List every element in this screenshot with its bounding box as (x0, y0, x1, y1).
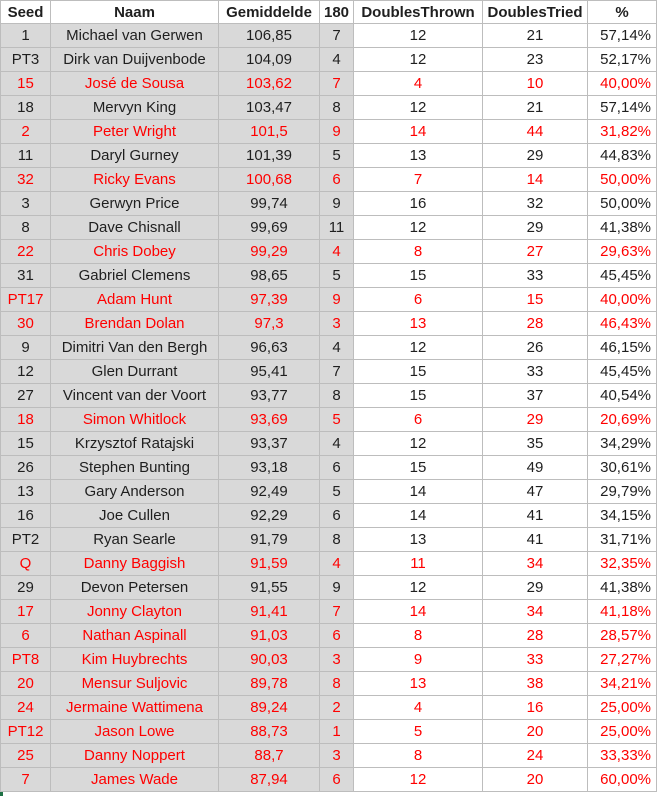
cell-doubles-tried[interactable]: 32 (483, 192, 588, 216)
cell-doubles-tried[interactable]: 24 (483, 744, 588, 768)
cell-seed[interactable]: 13 (1, 480, 51, 504)
cell-seed[interactable]: 12 (1, 360, 51, 384)
cell-name[interactable]: Ricky Evans (51, 168, 219, 192)
cell-seed[interactable]: 24 (1, 696, 51, 720)
cell-doubles-thrown[interactable]: 8 (354, 624, 483, 648)
table-row (1, 144, 657, 168)
cell-percent[interactable]: 46,43% (588, 312, 657, 336)
header-doubles-thrown[interactable]: DoublesThrown (354, 1, 483, 24)
cell-seed[interactable]: 3 (1, 192, 51, 216)
cell-doubles-thrown[interactable]: 15 (354, 456, 483, 480)
table-row (1, 360, 657, 384)
cell-doubles-thrown[interactable]: 9 (354, 648, 483, 672)
cell-180[interactable]: 1 (320, 720, 354, 744)
cell-name[interactable]: Adam Hunt (51, 288, 219, 312)
cell-doubles-thrown[interactable]: 12 (354, 96, 483, 120)
cell-doubles-thrown[interactable]: 4 (354, 72, 483, 96)
table-row (1, 288, 657, 312)
cell-percent[interactable]: 34,21% (588, 672, 657, 696)
cell-seed[interactable]: 17 (1, 600, 51, 624)
cell-180[interactable]: 5 (320, 408, 354, 432)
cell-180[interactable]: 4 (320, 48, 354, 72)
table-row (1, 336, 657, 360)
table-row (1, 264, 657, 288)
cell-percent[interactable]: 41,38% (588, 216, 657, 240)
cell-average[interactable]: 93,37 (219, 432, 320, 456)
table-row (1, 384, 657, 408)
cell-doubles-tried[interactable]: 29 (483, 144, 588, 168)
cell-seed[interactable]: 18 (1, 96, 51, 120)
cell-doubles-tried[interactable]: 47 (483, 480, 588, 504)
cell-average[interactable]: 93,18 (219, 456, 320, 480)
cell-doubles-tried[interactable]: 28 (483, 312, 588, 336)
cell-180[interactable]: 3 (320, 312, 354, 336)
cell-seed[interactable]: 25 (1, 744, 51, 768)
cell-name[interactable]: Brendan Dolan (51, 312, 219, 336)
cell-percent[interactable]: 50,00% (588, 192, 657, 216)
table-row (1, 672, 657, 696)
cell-doubles-tried[interactable]: 21 (483, 24, 588, 48)
cell-average[interactable]: 92,29 (219, 504, 320, 528)
table-row (1, 192, 657, 216)
cell-doubles-tried[interactable]: 33 (483, 648, 588, 672)
cell-average[interactable]: 89,24 (219, 696, 320, 720)
sheet-margin (657, 0, 672, 796)
cell-name[interactable]: Dave Chisnall (51, 216, 219, 240)
header-doubles-tried[interactable]: DoublesTried (483, 1, 588, 24)
cell-average[interactable]: 103,47 (219, 96, 320, 120)
cell-average[interactable]: 91,41 (219, 600, 320, 624)
cell-180[interactable]: 9 (320, 288, 354, 312)
cell-average[interactable]: 106,85 (219, 24, 320, 48)
cell-doubles-tried[interactable]: 35 (483, 432, 588, 456)
cell-doubles-thrown[interactable]: 8 (354, 744, 483, 768)
cell-name[interactable]: Danny Baggish (51, 552, 219, 576)
cell-percent[interactable]: 45,45% (588, 264, 657, 288)
cell-180[interactable]: 3 (320, 744, 354, 768)
cell-percent[interactable]: 41,18% (588, 600, 657, 624)
cell-doubles-thrown[interactable]: 12 (354, 768, 483, 792)
cell-name[interactable]: Gabriel Clemens (51, 264, 219, 288)
table-row (1, 432, 657, 456)
cell-doubles-thrown[interactable]: 8 (354, 240, 483, 264)
cell-percent[interactable]: 50,00% (588, 168, 657, 192)
cell-seed[interactable]: 1 (1, 24, 51, 48)
cell-doubles-thrown[interactable]: 12 (354, 24, 483, 48)
cell-percent[interactable]: 40,00% (588, 72, 657, 96)
cell-percent[interactable]: 52,17% (588, 48, 657, 72)
cell-name[interactable]: Vincent van der Voort (51, 384, 219, 408)
cell-seed[interactable]: 20 (1, 672, 51, 696)
cell-name[interactable]: Peter Wright (51, 120, 219, 144)
cell-average[interactable]: 97,39 (219, 288, 320, 312)
cell-name[interactable]: Devon Petersen (51, 576, 219, 600)
cell-seed[interactable]: 27 (1, 384, 51, 408)
cell-name[interactable]: Dimitri Van den Bergh (51, 336, 219, 360)
cell-percent[interactable]: 41,38% (588, 576, 657, 600)
cell-percent[interactable]: 57,14% (588, 96, 657, 120)
cell-percent[interactable]: 40,54% (588, 384, 657, 408)
cell-doubles-thrown[interactable]: 6 (354, 288, 483, 312)
cell-doubles-tried[interactable]: 41 (483, 504, 588, 528)
header-naam[interactable]: Naam (51, 1, 219, 24)
cell-name[interactable]: Simon Whitlock (51, 408, 219, 432)
cell-name[interactable]: Jason Lowe (51, 720, 219, 744)
cell-seed[interactable]: 2 (1, 120, 51, 144)
cell-average[interactable]: 96,63 (219, 336, 320, 360)
sheet-corner-marker (0, 792, 3, 796)
cell-doubles-tried[interactable]: 33 (483, 264, 588, 288)
cell-doubles-tried[interactable]: 28 (483, 624, 588, 648)
cell-percent[interactable]: 28,57% (588, 624, 657, 648)
header-seed[interactable]: Seed (1, 1, 51, 24)
cell-doubles-tried[interactable]: 44 (483, 120, 588, 144)
cell-percent[interactable]: 34,15% (588, 504, 657, 528)
header-gemiddelde[interactable]: Gemiddelde (219, 1, 320, 24)
cell-average[interactable]: 95,41 (219, 360, 320, 384)
cell-percent[interactable]: 25,00% (588, 696, 657, 720)
cell-average[interactable]: 99,74 (219, 192, 320, 216)
table-row (1, 24, 657, 48)
cell-doubles-thrown[interactable]: 11 (354, 552, 483, 576)
cell-average[interactable]: 91,03 (219, 624, 320, 648)
cell-average[interactable]: 91,59 (219, 552, 320, 576)
cell-180[interactable]: 6 (320, 504, 354, 528)
cell-180[interactable]: 7 (320, 600, 354, 624)
cell-seed[interactable]: 7 (1, 768, 51, 792)
cell-average[interactable]: 101,39 (219, 144, 320, 168)
cell-doubles-tried[interactable]: 21 (483, 96, 588, 120)
cell-180[interactable]: 8 (320, 384, 354, 408)
cell-doubles-thrown[interactable]: 15 (354, 384, 483, 408)
table-row (1, 696, 657, 720)
cell-doubles-tried[interactable]: 14 (483, 168, 588, 192)
cell-doubles-thrown[interactable]: 12 (354, 432, 483, 456)
cell-percent[interactable]: 20,69% (588, 408, 657, 432)
cell-180[interactable]: 2 (320, 696, 354, 720)
cell-average[interactable]: 92,49 (219, 480, 320, 504)
cell-180[interactable]: 3 (320, 648, 354, 672)
table-row (1, 48, 657, 72)
cell-name[interactable]: Chris Dobey (51, 240, 219, 264)
cell-seed[interactable]: 18 (1, 408, 51, 432)
table-row (1, 744, 657, 768)
cell-percent[interactable]: 30,61% (588, 456, 657, 480)
cell-name[interactable]: Kim Huybrechts (51, 648, 219, 672)
table-row (1, 720, 657, 744)
cell-seed[interactable]: PT2 (1, 528, 51, 552)
cell-name[interactable]: Gerwyn Price (51, 192, 219, 216)
cell-180[interactable]: 5 (320, 264, 354, 288)
cell-percent[interactable]: 32,35% (588, 552, 657, 576)
cell-name[interactable]: Michael van Gerwen (51, 24, 219, 48)
table-row (1, 528, 657, 552)
cell-seed[interactable]: 16 (1, 504, 51, 528)
cell-average[interactable]: 89,78 (219, 672, 320, 696)
cell-average[interactable]: 93,69 (219, 408, 320, 432)
cell-percent[interactable]: 33,33% (588, 744, 657, 768)
cell-doubles-tried[interactable]: 20 (483, 768, 588, 792)
cell-doubles-tried[interactable]: 33 (483, 360, 588, 384)
cell-seed[interactable]: PT17 (1, 288, 51, 312)
table-row (1, 312, 657, 336)
cell-name[interactable]: Danny Noppert (51, 744, 219, 768)
cell-seed[interactable]: 11 (1, 144, 51, 168)
table-row (1, 504, 657, 528)
cell-seed[interactable]: PT8 (1, 648, 51, 672)
cell-seed[interactable]: 26 (1, 456, 51, 480)
cell-seed[interactable]: 29 (1, 576, 51, 600)
cell-average[interactable]: 97,3 (219, 312, 320, 336)
cell-180[interactable]: 7 (320, 24, 354, 48)
cell-doubles-tried[interactable]: 29 (483, 216, 588, 240)
cell-average[interactable]: 104,09 (219, 48, 320, 72)
cell-doubles-thrown[interactable]: 15 (354, 360, 483, 384)
cell-average[interactable]: 98,65 (219, 264, 320, 288)
cell-seed[interactable]: PT3 (1, 48, 51, 72)
cell-average[interactable]: 99,29 (219, 240, 320, 264)
table-row (1, 576, 657, 600)
cell-name[interactable]: Jermaine Wattimena (51, 696, 219, 720)
cell-doubles-tried[interactable]: 37 (483, 384, 588, 408)
cell-180[interactable]: 8 (320, 672, 354, 696)
cell-seed[interactable]: 15 (1, 72, 51, 96)
cell-doubles-thrown[interactable]: 7 (354, 168, 483, 192)
cell-180[interactable]: 11 (320, 216, 354, 240)
cell-average[interactable]: 87,94 (219, 768, 320, 792)
cell-name[interactable]: Daryl Gurney (51, 144, 219, 168)
cell-180[interactable]: 6 (320, 768, 354, 792)
cell-seed[interactable]: 30 (1, 312, 51, 336)
cell-180[interactable]: 4 (320, 432, 354, 456)
cell-average[interactable]: 90,03 (219, 648, 320, 672)
cell-doubles-tried[interactable]: 27 (483, 240, 588, 264)
cell-180[interactable]: 8 (320, 528, 354, 552)
cell-doubles-thrown[interactable]: 16 (354, 192, 483, 216)
table-row (1, 216, 657, 240)
cell-doubles-thrown[interactable]: 6 (354, 408, 483, 432)
cell-doubles-tried[interactable]: 26 (483, 336, 588, 360)
header-row (1, 1, 657, 24)
table-row (1, 408, 657, 432)
cell-percent[interactable]: 60,00% (588, 768, 657, 792)
cell-percent[interactable]: 44,83% (588, 144, 657, 168)
cell-180[interactable]: 9 (320, 120, 354, 144)
cell-average[interactable]: 93,77 (219, 384, 320, 408)
cell-doubles-tried[interactable]: 23 (483, 48, 588, 72)
cell-seed[interactable]: 31 (1, 264, 51, 288)
table-row (1, 624, 657, 648)
cell-doubles-thrown[interactable]: 14 (354, 504, 483, 528)
table-row (1, 168, 657, 192)
cell-doubles-thrown[interactable]: 13 (354, 672, 483, 696)
cell-average[interactable]: 103,62 (219, 72, 320, 96)
cell-seed[interactable]: Q (1, 552, 51, 576)
cell-percent[interactable]: 29,63% (588, 240, 657, 264)
cell-average[interactable]: 99,69 (219, 216, 320, 240)
cell-percent[interactable]: 31,82% (588, 120, 657, 144)
cell-180[interactable]: 4 (320, 336, 354, 360)
cell-doubles-tried[interactable]: 49 (483, 456, 588, 480)
cell-name[interactable]: Jonny Clayton (51, 600, 219, 624)
header-180[interactable]: 180 (320, 1, 354, 24)
cell-doubles-thrown[interactable]: 5 (354, 720, 483, 744)
cell-180[interactable]: 7 (320, 72, 354, 96)
cell-180[interactable]: 7 (320, 360, 354, 384)
cell-180[interactable]: 9 (320, 576, 354, 600)
cell-doubles-tried[interactable]: 38 (483, 672, 588, 696)
cell-average[interactable]: 88,73 (219, 720, 320, 744)
cell-180[interactable]: 4 (320, 240, 354, 264)
cell-doubles-tried[interactable]: 29 (483, 408, 588, 432)
table-row (1, 96, 657, 120)
table-row (1, 552, 657, 576)
cell-name[interactable]: Stephen Bunting (51, 456, 219, 480)
cell-seed[interactable]: 22 (1, 240, 51, 264)
cell-name[interactable]: Ryan Searle (51, 528, 219, 552)
cell-doubles-thrown[interactable]: 13 (354, 312, 483, 336)
cell-average[interactable]: 100,68 (219, 168, 320, 192)
cell-doubles-thrown[interactable]: 12 (354, 216, 483, 240)
cell-doubles-tried[interactable]: 29 (483, 576, 588, 600)
cell-percent[interactable]: 45,45% (588, 360, 657, 384)
cell-name[interactable]: Nathan Aspinall (51, 624, 219, 648)
table-row (1, 600, 657, 624)
cell-seed[interactable]: 15 (1, 432, 51, 456)
cell-name[interactable]: Dirk van Duijvenbode (51, 48, 219, 72)
cell-180[interactable]: 6 (320, 456, 354, 480)
cell-180[interactable]: 6 (320, 168, 354, 192)
cell-percent[interactable]: 27,27% (588, 648, 657, 672)
cell-doubles-tried[interactable]: 15 (483, 288, 588, 312)
cell-percent[interactable]: 34,29% (588, 432, 657, 456)
cell-seed[interactable]: 8 (1, 216, 51, 240)
cell-percent[interactable]: 46,15% (588, 336, 657, 360)
cell-average[interactable]: 91,55 (219, 576, 320, 600)
cell-doubles-tried[interactable]: 20 (483, 720, 588, 744)
cell-seed[interactable]: PT12 (1, 720, 51, 744)
cell-doubles-thrown[interactable]: 12 (354, 336, 483, 360)
cell-doubles-thrown[interactable]: 13 (354, 528, 483, 552)
cell-name[interactable]: Krzysztof Ratajski (51, 432, 219, 456)
cell-180[interactable]: 5 (320, 144, 354, 168)
cell-doubles-thrown[interactable]: 14 (354, 600, 483, 624)
table-row (1, 120, 657, 144)
table-row (1, 456, 657, 480)
cell-doubles-thrown[interactable]: 13 (354, 144, 483, 168)
cell-doubles-thrown[interactable]: 4 (354, 696, 483, 720)
cell-name[interactable]: Gary Anderson (51, 480, 219, 504)
cell-seed[interactable]: 6 (1, 624, 51, 648)
cell-180[interactable]: 6 (320, 624, 354, 648)
cell-doubles-thrown[interactable]: 14 (354, 480, 483, 504)
table-row (1, 648, 657, 672)
cell-doubles-thrown[interactable]: 12 (354, 48, 483, 72)
cell-average[interactable]: 88,7 (219, 744, 320, 768)
cell-percent[interactable]: 31,71% (588, 528, 657, 552)
cell-doubles-thrown[interactable]: 12 (354, 576, 483, 600)
cell-180[interactable]: 5 (320, 480, 354, 504)
cell-name[interactable]: Joe Cullen (51, 504, 219, 528)
cell-180[interactable]: 4 (320, 552, 354, 576)
cell-doubles-tried[interactable]: 34 (483, 600, 588, 624)
cell-average[interactable]: 91,79 (219, 528, 320, 552)
cell-seed[interactable]: 9 (1, 336, 51, 360)
cell-doubles-tried[interactable]: 10 (483, 72, 588, 96)
cell-name[interactable]: Mervyn King (51, 96, 219, 120)
cell-name[interactable]: Glen Durrant (51, 360, 219, 384)
table-row (1, 480, 657, 504)
cell-percent[interactable]: 25,00% (588, 720, 657, 744)
table-row (1, 72, 657, 96)
cell-doubles-thrown[interactable]: 14 (354, 120, 483, 144)
cell-180[interactable]: 9 (320, 192, 354, 216)
cell-180[interactable]: 8 (320, 96, 354, 120)
table-row (1, 768, 657, 792)
cell-doubles-tried[interactable]: 16 (483, 696, 588, 720)
cell-name[interactable]: James Wade (51, 768, 219, 792)
cell-doubles-thrown[interactable]: 15 (354, 264, 483, 288)
cell-percent[interactable]: 57,14% (588, 24, 657, 48)
cell-percent[interactable]: 29,79% (588, 480, 657, 504)
cell-seed[interactable]: 32 (1, 168, 51, 192)
cell-doubles-tried[interactable]: 34 (483, 552, 588, 576)
cell-percent[interactable]: 40,00% (588, 288, 657, 312)
cell-average[interactable]: 101,5 (219, 120, 320, 144)
cell-doubles-tried[interactable]: 41 (483, 528, 588, 552)
header-percent[interactable]: % (588, 1, 657, 24)
cell-name[interactable]: José de Sousa (51, 72, 219, 96)
cell-name[interactable]: Mensur Suljovic (51, 672, 219, 696)
table-row (1, 240, 657, 264)
